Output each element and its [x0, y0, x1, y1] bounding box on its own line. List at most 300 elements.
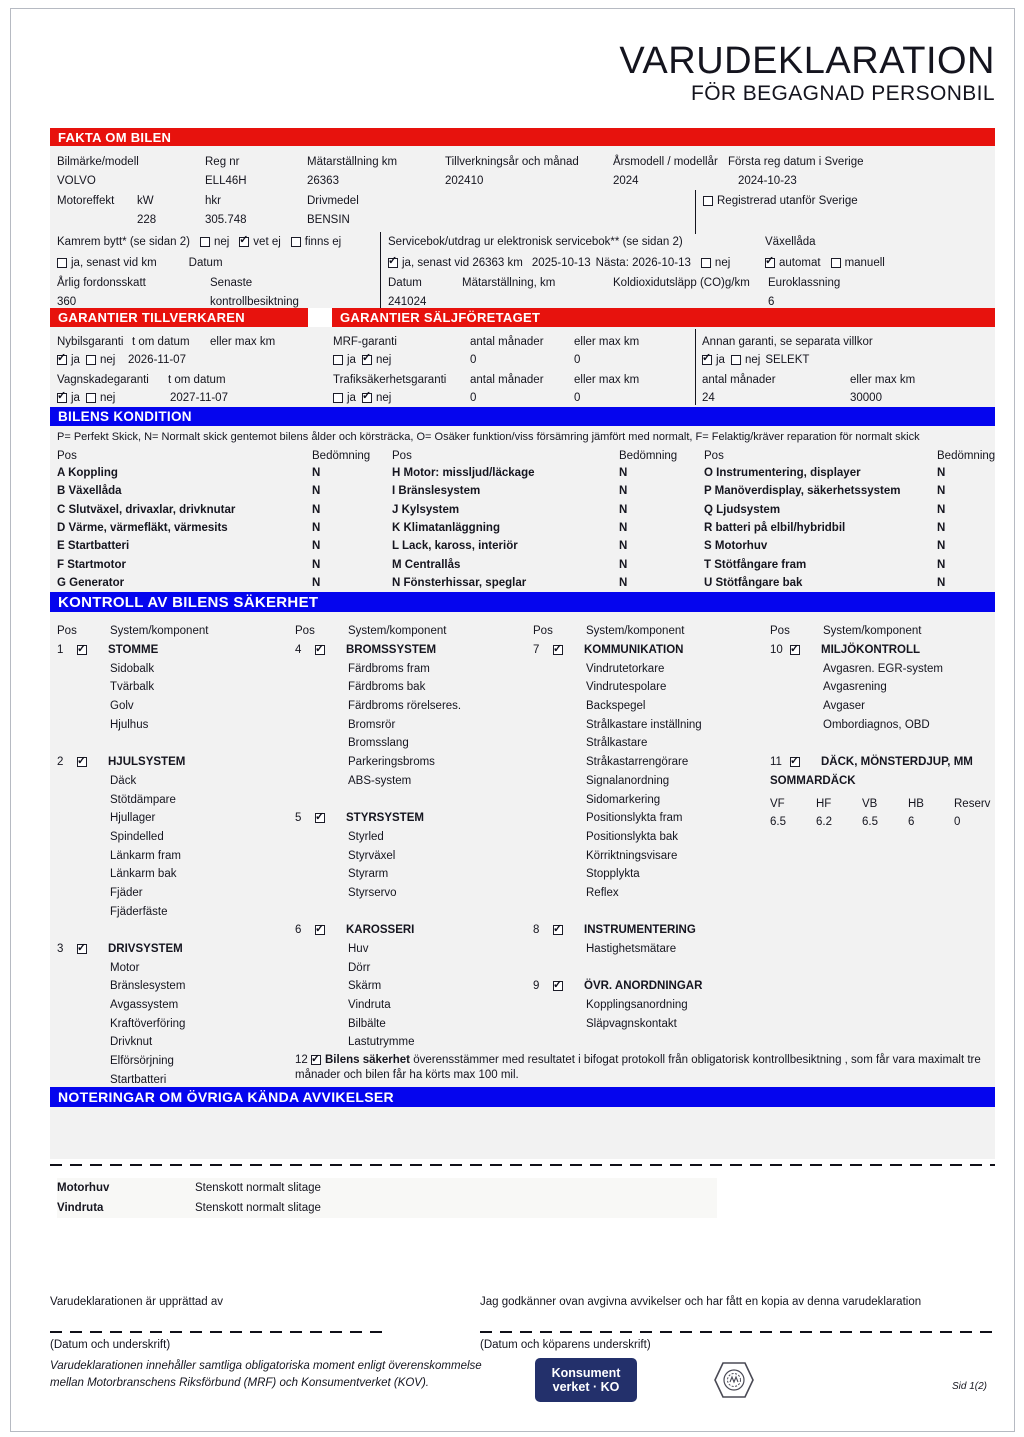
kondition-item-grade: N: [312, 503, 321, 516]
sakerhet-item: Lastutrymme: [348, 1036, 415, 1049]
tire-header: Reserv: [954, 797, 991, 810]
section-header-garantier-tillverkaren: GARANTIER TILLVERKAREN: [50, 308, 308, 327]
fordonsskatt-value: 360: [57, 296, 77, 308]
sakerhet-item: Strålkastare inställning: [586, 718, 702, 731]
eller-maxkm-label: eller max km: [574, 336, 640, 348]
kamrem-vetej-label: vet ej: [253, 236, 281, 248]
fakta-divider-servicebok: [380, 232, 381, 308]
group-number: 10: [770, 644, 783, 657]
arsmodell-label: Årsmodell / modellår: [613, 156, 718, 168]
group-title: ÖVR. ANORDNINGAR: [584, 980, 703, 993]
fakta-section: [50, 146, 995, 308]
hkr-value: 305.748: [205, 214, 247, 226]
sakerhet-item: Bromsrör: [348, 718, 396, 731]
bedomning-header: Bedömning: [937, 450, 996, 463]
sakerhet-item: Skärm: [348, 980, 382, 993]
kondition-legend: P= Perfekt Skick, N= Normalt skick gentemot bilens ålder och körsträcka, O= Osäker funktion/viss försämring jämfört med normalt, F= Felaktig/kräver reparation för normalt skick: [57, 431, 920, 443]
kondition-item-grade: N: [312, 576, 321, 589]
garantier-divider: [695, 329, 696, 405]
item12-checkbox[interactable]: [311, 1055, 321, 1065]
sakerhet-item: Sidomarkering: [586, 793, 661, 806]
annan-manader-value: 24: [702, 392, 715, 404]
sakerhet-col-header: [57, 622, 295, 641]
group-number: 4: [295, 644, 302, 657]
sakerhet-group: [57, 753, 295, 921]
sakerhet-item: Parkeringsbroms: [348, 756, 435, 769]
sakerhet-item: Hastighetsmätare: [586, 943, 677, 956]
sakerhet-item: ABS-system: [348, 774, 412, 787]
approve-label: Jag godkänner ovan avgivna avvikelser och har fått en kopia av denna varudeklaration: [480, 1296, 922, 1308]
senaste2-label: kontrollbesiktning: [210, 296, 299, 308]
kondition-item-grade: N: [312, 467, 321, 480]
ja-label: ja: [71, 392, 80, 404]
sign1-caption: (Datum och underskrift): [50, 1339, 171, 1351]
tire-value: 6.5: [770, 816, 786, 829]
kondition-item-grade: N: [937, 558, 946, 571]
group-checkbox[interactable]: [77, 944, 87, 954]
sakerhet-group-header: [770, 753, 1000, 772]
sakerhet-group: [770, 753, 1000, 832]
ja-label: ja: [347, 354, 356, 366]
sakerhet-item: Avgaser: [823, 700, 865, 713]
sakerhet-item: Hjulhus: [110, 718, 149, 731]
kamrem-finnsej-checkbox[interactable]: [291, 237, 301, 247]
eller-maxkm-label: eller max km: [574, 374, 640, 386]
sakerhet-item: Strålkastare: [586, 737, 648, 750]
sakerhet-group-header: [295, 809, 533, 828]
kondition-item-grade: N: [619, 576, 628, 589]
servicebok-nej-checkbox[interactable]: [701, 258, 711, 268]
group-title: KOMMUNIKATION: [584, 644, 684, 657]
group-checkbox[interactable]: [315, 813, 325, 823]
pos-header: Pos: [57, 625, 77, 638]
note-text: Stenskott normalt slitage: [195, 1202, 321, 1214]
kondition-item-grade: N: [619, 467, 628, 480]
sakerhet-item: Positionslykta bak: [586, 830, 679, 843]
group-number: 2: [57, 756, 64, 769]
sakerhet-group: [533, 641, 771, 903]
note-part-name: Motorhuv: [57, 1182, 110, 1194]
sakerhet-item: Bromsslang: [348, 737, 409, 750]
sakerhet-col-header: [533, 622, 771, 641]
mrf-garanti-label: MRF-garanti: [333, 336, 397, 348]
kondition-item-name: M Centrallås: [392, 558, 461, 571]
sakerhet-group-header: [57, 753, 295, 772]
vaxellada-label: Växellåda: [765, 236, 816, 248]
document-title: [619, 40, 995, 106]
title-line1: VARUDEKLARATION: [619, 40, 995, 82]
group-checkbox[interactable]: [315, 645, 325, 655]
antal-manader-label: antal månader: [470, 336, 544, 348]
tire-value: 6: [908, 816, 915, 829]
note-text: Stenskott normalt slitage: [195, 1182, 321, 1194]
trafik-maxkm-value: 0: [574, 392, 581, 404]
kondition-item-name: Q Ljudsystem: [704, 503, 781, 516]
registrerad-label: Registrerad utanför Sverige: [717, 195, 858, 207]
sakerhet-item: Stråkastarrengörare: [586, 756, 689, 769]
sakerhet-item: Avgasren. EGR-system: [823, 662, 943, 675]
sakerhet-item: Länkarm bak: [110, 868, 177, 881]
sakerhet-group-header: [533, 921, 771, 940]
noteringar-empty-area: [50, 1107, 995, 1159]
sakerhet-item: Styrled: [348, 830, 384, 843]
servicebok-ja-field: [388, 257, 730, 270]
sakerhet-item: Fjäderfäste: [110, 905, 168, 918]
mrf-maxkm-value: 0: [574, 354, 581, 366]
nej-label: nej: [375, 392, 392, 404]
kondition-item-name: I Bränslesystem: [392, 485, 481, 498]
nej-label: nej: [375, 354, 392, 366]
kondition-item-name: F Startmotor: [57, 558, 126, 571]
registrerad-field: [703, 195, 858, 208]
nej-label: nej: [99, 392, 116, 404]
kondition-item-grade: N: [937, 522, 946, 535]
kondition-item-grade: N: [312, 540, 321, 553]
group-checkbox[interactable]: [553, 645, 563, 655]
nybils-nej-checkbox[interactable]: [86, 355, 96, 365]
annan-janej-field: [702, 354, 809, 367]
sakerhet-item-12: [295, 1053, 997, 1083]
kamrem-nej-checkbox[interactable]: [200, 237, 210, 247]
kondition-item-name: C Slutväxel, drivaxlar, drivknutar: [57, 503, 236, 516]
group-title: DRIVSYSTEM: [108, 943, 183, 956]
item12-bold: Bilens säkerhet: [325, 1054, 411, 1066]
tire-header: HF: [816, 797, 832, 810]
kondition-column-headers: [57, 447, 995, 465]
group-checkbox[interactable]: [77, 757, 87, 767]
trafik-janej-field: [333, 392, 391, 405]
mrf-nej-checkbox[interactable]: [362, 355, 372, 365]
sakerhet-item: Startbatteri: [110, 1073, 167, 1086]
kondition-item-grade: N: [937, 485, 946, 498]
signature-line-buyer: [480, 1331, 995, 1333]
regnr-value: ELL46H: [205, 175, 247, 187]
kondition-item-name: U Stötfångare bak: [704, 576, 803, 589]
group-checkbox[interactable]: [790, 757, 800, 767]
sakerhet-item: Vindrutespolare: [586, 681, 667, 694]
signature-line-seller: [50, 1331, 390, 1333]
tire-header: HB: [908, 797, 924, 810]
sakerhet-item: Sidobalk: [110, 662, 155, 675]
tire-value: 0: [954, 816, 961, 829]
kondition-rows: [57, 464, 995, 592]
bilmarke-label: Bilmärke/modell: [57, 156, 139, 168]
kondition-item-grade: N: [937, 467, 946, 480]
kondition-row: [57, 574, 995, 592]
sakerhet-group-header: [533, 641, 771, 660]
kondition-row: [57, 464, 995, 482]
arsmodell-value: 2024: [613, 175, 639, 187]
kondition-item-name: S Motorhuv: [704, 540, 768, 553]
section-header-noteringar: NOTERINGAR OM ÖVRIGA KÄNDA AVVIKELSER: [50, 1087, 995, 1107]
ja-label: ja: [716, 354, 725, 366]
sakerhet-item: Fjäder: [110, 886, 143, 899]
forsta-reg-label: Första reg datum i Sverige: [728, 156, 864, 168]
sakerhet-item: Färdbroms fram: [348, 662, 430, 675]
trafik-nej-checkbox[interactable]: [362, 393, 372, 403]
kondition-item-name: A Koppling: [57, 467, 118, 480]
system-header: System/komponent: [823, 625, 922, 638]
kondition-item-name: N Fönsterhissar, speglar: [392, 576, 527, 589]
group-checkbox[interactable]: [315, 925, 325, 935]
sakerhet-group-header: [295, 921, 533, 940]
sakerhet-item: Spindelled: [110, 830, 164, 843]
annan-nej-checkbox[interactable]: [731, 355, 741, 365]
sakerhet-item: Vindruta: [348, 999, 391, 1012]
pos-header: Pos: [770, 625, 790, 638]
kondition-row: [57, 519, 995, 537]
vagnskade-datum-value: 2027-11-07: [170, 392, 228, 404]
annan-manader-label: antal månader: [702, 374, 776, 386]
group-number: 1: [57, 644, 64, 657]
note-row: [57, 1198, 717, 1218]
group-number: 6: [295, 924, 302, 937]
sakerhet-item: Stopplykta: [586, 868, 640, 881]
note-row: [57, 1178, 717, 1198]
sakerhet-item: Körriktningsvisare: [586, 849, 678, 862]
kamrem-datum-label: Datum: [188, 257, 223, 269]
sakerhet-col-header: [770, 622, 1000, 641]
automat-checkbox[interactable]: [765, 258, 775, 268]
group-title: MILJÖKONTROLL: [821, 644, 921, 657]
sakerhet-item: Däck: [110, 774, 137, 787]
kondition-item-grade: N: [619, 540, 628, 553]
tom-datum2-label: t om datum: [168, 374, 226, 386]
regnr-label: Reg nr: [205, 156, 240, 168]
sakerhet-group-header: [770, 641, 1000, 660]
drivmedel-value: BENSIN: [307, 214, 350, 226]
group-checkbox[interactable]: [790, 645, 800, 655]
noteringar-rows: [57, 1178, 717, 1218]
tire-header: VF: [770, 797, 785, 810]
vaxellada-field: [765, 257, 885, 270]
sakerhet-group: [770, 641, 1000, 734]
tire-value: 6.2: [816, 816, 832, 829]
sakerhet-item: Huv: [348, 943, 369, 956]
section-header-garantier-saljforetaget: GARANTIER SÄLJFÖRETAGET: [332, 308, 995, 327]
kondition-item-name: O Instrumentering, displayer: [704, 467, 861, 480]
automat-label: automat: [779, 257, 821, 269]
group-number: 9: [533, 980, 540, 993]
nybils-ja-checkbox[interactable]: [57, 355, 67, 365]
mrf-ja-checkbox[interactable]: [333, 355, 343, 365]
group-checkbox[interactable]: [553, 981, 563, 991]
sakerhet-group-header: [295, 641, 533, 660]
kamrem-label: Kamrem bytt* (se sidan 2): [57, 236, 190, 248]
motoreffekt-label: Motoreffekt: [57, 195, 115, 207]
mrf-manader-value: 0: [470, 354, 477, 366]
group-title: KAROSSERI: [346, 924, 415, 937]
vagnskade-ja-checkbox[interactable]: [57, 393, 67, 403]
group-subtitle: SOMMARDÄCK: [770, 774, 856, 787]
senaste-label: Senaste: [210, 277, 253, 289]
servicebok-ja-checkbox[interactable]: [388, 258, 398, 268]
sakerhet-item: Kopplingsanordning: [586, 999, 688, 1012]
sakerhet-group: [57, 641, 295, 734]
prepared-by-label: Varudeklarationen är upprättad av: [50, 1296, 224, 1308]
kondition-item-grade: N: [937, 540, 946, 553]
sakerhet-item: Ombordiagnos, OBD: [823, 718, 930, 731]
servicebok-ja-label: ja, senast vid 26363 km: [402, 257, 523, 269]
sakerhet-item: Vindrutetorkare: [586, 662, 665, 675]
sakerhet-item: Signalanordning: [586, 774, 670, 787]
kw-label: kW: [137, 195, 154, 207]
system-header: System/komponent: [348, 625, 447, 638]
sakerhet-item: Styrväxel: [348, 849, 396, 862]
section-header-fakta: FAKTA OM BILEN: [50, 128, 995, 146]
sakerhet-group-header: [57, 940, 295, 959]
fordonsskatt-label: Årlig fordonsskatt: [57, 277, 146, 289]
kamrem-vetej-checkbox[interactable]: [239, 237, 249, 247]
item12-text: överensstämmer med resultatet i bifogat protokoll från obligatorisk kontrollbesiktning , som får vara maximalt tre månader och bilen får ha körts max 100 mil.: [295, 1054, 981, 1081]
legal-text-line2: mellan Motorbranschens Riksförbund (MRF) och Konsumentverket (KOV).: [50, 1377, 430, 1389]
kondition-item-name: B Växellåda: [57, 485, 122, 498]
kondition-item-grade: N: [312, 522, 321, 535]
sakerhet-group: [295, 921, 533, 1052]
pos-header: Pos: [295, 625, 315, 638]
sakerhet-item: Bilbälte: [348, 1017, 386, 1030]
sakerhet-item: Länkarm fram: [110, 849, 181, 862]
datum-label: Datum: [388, 277, 422, 289]
sakerhet-col-4: [770, 622, 1000, 850]
kondition-item-name: T Stötfångare fram: [704, 558, 807, 571]
kondition-item-name: K Klimatanläggning: [392, 522, 500, 535]
legal-text-line1: Varudeklarationen innehåller samtliga obligatoriska moment enligt överenskommelse: [50, 1360, 482, 1372]
sakerhet-item: Drivknut: [110, 1036, 153, 1049]
nej-label: nej: [99, 354, 116, 366]
sakerhet-item: Släpvagnskontakt: [586, 1017, 677, 1030]
datum-value: 241024: [388, 296, 427, 308]
manuell-label: manuell: [844, 257, 885, 269]
antal-manader-label: antal månader: [470, 374, 544, 386]
kondition-item-grade: N: [937, 503, 946, 516]
ja-label: ja: [71, 354, 80, 366]
euro-value: 6: [768, 296, 775, 308]
group-title: BROMSSYSTEM: [346, 644, 437, 657]
nej-label: nej: [744, 354, 761, 366]
manuell-checkbox[interactable]: [831, 258, 841, 268]
sakerhet-item: Avgassystem: [110, 999, 179, 1012]
kamrem-ja-checkbox[interactable]: [57, 258, 67, 268]
tillverkning-value: 202410: [445, 175, 484, 187]
bedomning-header: Bedömning: [619, 450, 678, 463]
pos-header: Pos: [533, 625, 553, 638]
tire-values: [770, 813, 1000, 832]
kondition-item-grade: N: [619, 485, 628, 498]
nybils-datum-value: 2026-11-07: [128, 354, 186, 366]
mrf-janej-field: [333, 354, 391, 367]
group-number: 3: [57, 943, 64, 956]
kondition-item-name: G Generator: [57, 576, 125, 589]
sakerhet-item: Golv: [110, 700, 134, 713]
trafiksakerhetsgaranti-label: Trafiksäkerhetsgaranti: [333, 374, 447, 386]
annan-maxkm-value: 30000: [850, 392, 882, 404]
sakerhet-item: Motor: [110, 961, 140, 974]
sakerhet-item: Färdbroms bak: [348, 681, 426, 694]
kamrem-ja-field: [57, 257, 223, 270]
nybilsgaranti-label: Nybilsgaranti: [57, 336, 124, 348]
tire-header: VB: [862, 797, 878, 810]
sakerhet-item: Styrarm: [348, 868, 389, 881]
sakerhet-item: Bränslesystem: [110, 980, 186, 993]
trafik-manader-value: 0: [470, 392, 477, 404]
group-title: STYRSYSTEM: [346, 812, 424, 825]
sakerhet-group: [295, 641, 533, 791]
sakerhet-item: Reflex: [586, 886, 619, 899]
vagnskade-label: Vagnskadegaranti: [57, 374, 149, 386]
forsta-reg-value: 2024-10-23: [738, 175, 797, 187]
kondition-item-name: J Kylsystem: [392, 503, 460, 516]
pos-header: Pos: [704, 450, 724, 463]
sakerhet-item: Färdbroms rörelseres.: [348, 700, 462, 713]
group-number: 5: [295, 812, 302, 825]
group-checkbox[interactable]: [77, 645, 87, 655]
group-title: INSTRUMENTERING: [584, 924, 696, 937]
sakerhet-group: [533, 921, 771, 958]
kw-value: 228: [137, 214, 157, 226]
drivmedel-label: Drivmedel: [307, 195, 359, 207]
sakerhet-item: Hjullager: [110, 812, 156, 825]
vagnskade-janej-field: [57, 392, 115, 405]
vagnskade-nej-checkbox[interactable]: [86, 393, 96, 403]
bedomning-header: Bedömning: [312, 450, 371, 463]
sakerhet-col-header: [295, 622, 533, 641]
kondition-item-name: D Värme, värmefläkt, värmesits: [57, 522, 228, 535]
group-checkbox[interactable]: [553, 925, 563, 935]
matarstallning-value: 26363: [307, 175, 339, 187]
annan-garanti-label: Annan garanti, se separata villkor: [702, 336, 873, 348]
registrerad-checkbox[interactable]: [703, 196, 713, 206]
pos-header: Pos: [392, 450, 412, 463]
group-title: DÄCK, MÖNSTERDJUP, MM: [821, 756, 973, 769]
kondition-item-name: P Manöverdisplay, säkerhetssystem: [704, 485, 901, 498]
title-line2: FÖR BEGAGNAD PERSONBIL: [690, 82, 995, 105]
garantier-section: [50, 327, 995, 407]
sign2-caption: (Datum och köparens underskrift): [480, 1339, 651, 1351]
kamrem-finnsej-label: finns ej: [304, 236, 342, 248]
bilmarke-value: VOLVO: [57, 175, 96, 187]
sakerhet-item: Elförsörjning: [110, 1055, 174, 1068]
trafik-ja-checkbox[interactable]: [333, 393, 343, 403]
sakerhet-group: [295, 809, 533, 902]
annan-ja-checkbox[interactable]: [702, 355, 712, 365]
kondition-row: [57, 537, 995, 555]
servicebok-nasta-value: Nästa: 2026-10-13: [595, 257, 691, 269]
sakerhet-item: Styrservo: [348, 886, 397, 899]
section-header-kondition: BILENS KONDITION: [50, 407, 995, 426]
maxkm-label: eller max km: [210, 336, 276, 348]
sakerhet-group: [533, 977, 771, 1033]
sakerhet-item: Backspegel: [586, 700, 646, 713]
sakerhet-item: Kraftöverföring: [110, 1017, 186, 1030]
mrf-emblem-icon: [712, 1358, 756, 1402]
sakerhet-group-header: [533, 977, 771, 996]
kamrem-ja-label: ja, senast vid km: [71, 257, 157, 269]
servicebok-nej-label: nej: [714, 257, 731, 269]
kondition-item-name: R batteri på elbil/hybridbil: [704, 522, 846, 535]
sakerhet-group: [57, 940, 295, 1090]
sakerhet-item: Tvärbalk: [110, 681, 155, 694]
kov-logo-line2: verket · KO: [552, 1380, 620, 1394]
item12-number: 12: [295, 1054, 308, 1066]
group-number: 7: [533, 644, 540, 657]
sakerhet-item: Avgasrening: [823, 681, 887, 694]
system-header: System/komponent: [110, 625, 209, 638]
sakerhet-item: Dörr: [348, 961, 371, 974]
kamrem-field: [57, 236, 341, 249]
system-header: System/komponent: [586, 625, 685, 638]
sakerhet-item: Stötdämpare: [110, 793, 176, 806]
